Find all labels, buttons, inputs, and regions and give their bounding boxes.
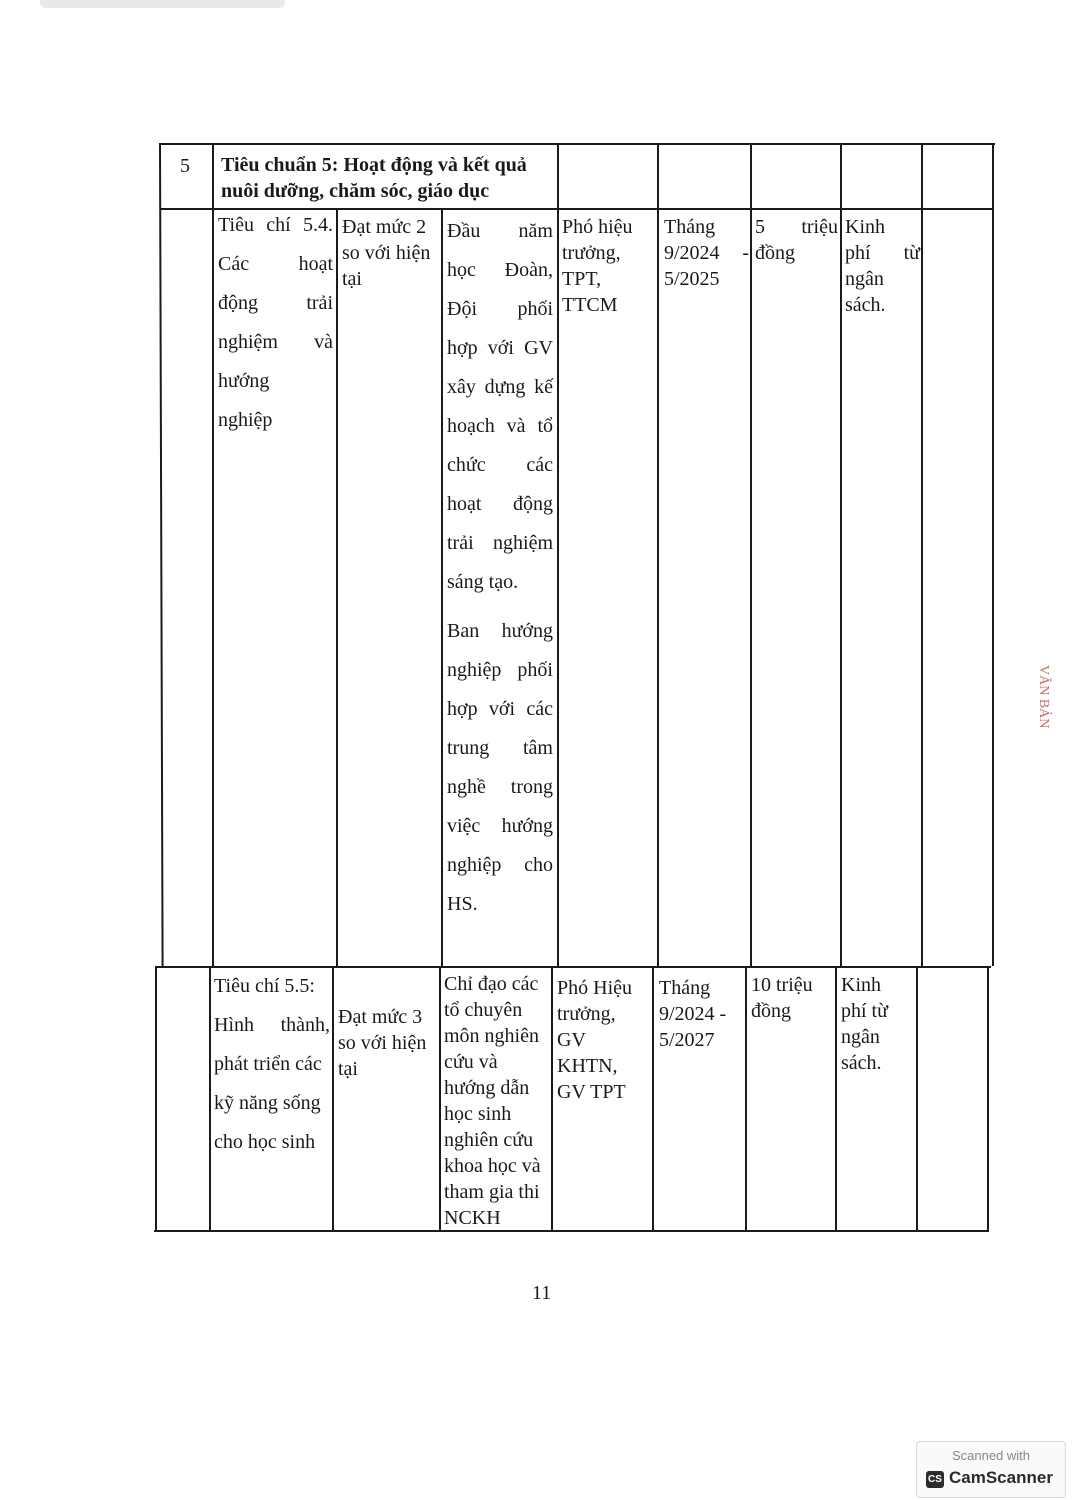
- col-divider-5: [657, 143, 659, 966]
- scanned-with-caption: Scanned with: [951, 1448, 1031, 1463]
- stamp-bleed-mark: VĂN BẢN: [1036, 665, 1051, 729]
- page-number: 11: [532, 1282, 552, 1304]
- budget-line: 5 triệu: [755, 216, 838, 238]
- action-line: khoa học và: [444, 1155, 541, 1177]
- row-5-5-time: [659, 975, 745, 1053]
- responsible-line: trưởng,: [557, 1003, 616, 1025]
- action-line: HS.: [447, 893, 478, 915]
- action-line: hướng dẫn: [444, 1077, 530, 1099]
- col-divider-8: [921, 143, 923, 966]
- source-line: phí từ: [841, 1000, 888, 1022]
- source-line: ngân: [841, 1026, 880, 1048]
- level-line: Đạt mức 3: [338, 1006, 423, 1028]
- action-line: xây dựng kế: [447, 376, 553, 398]
- col-divider-3-lower: [439, 966, 441, 1232]
- camscanner-badge: [916, 1441, 1066, 1498]
- criterion-line: động trải: [218, 292, 333, 314]
- row-5-4-actions: [447, 212, 553, 924]
- time-line: 9/2024 -: [664, 242, 749, 264]
- budget-line: đồng: [755, 242, 795, 264]
- row-5-5-criterion: [214, 967, 330, 1162]
- responsible-line: Phó hiệu: [562, 216, 633, 238]
- responsible-line: TTCM: [562, 294, 618, 316]
- action-line: trải nghiệm: [447, 532, 553, 554]
- source-line: phí từ: [845, 242, 920, 264]
- col-divider-8-lower: [916, 966, 918, 1232]
- responsible-line: GV: [557, 1029, 586, 1051]
- row-5-4-source: [845, 214, 920, 318]
- section-title-line: nuôi dưỡng, chăm sóc, giáo dục: [221, 180, 490, 202]
- action-line: hoạt động: [447, 493, 553, 515]
- action-line: hợp với GV: [447, 337, 553, 359]
- level-line: tại: [342, 268, 362, 290]
- action-line: chức các: [447, 454, 553, 476]
- camscanner-name: CamScanner: [949, 1468, 1053, 1487]
- col-divider-4-lower: [551, 966, 553, 1232]
- level-line: so với hiện: [338, 1032, 427, 1054]
- source-line: Kinh: [841, 974, 881, 996]
- action-line: Ban hướng: [447, 620, 553, 642]
- col-divider-7: [840, 143, 842, 966]
- criterion-line: nghiệp: [218, 409, 273, 431]
- level-line: tại: [338, 1058, 358, 1080]
- time-line: Tháng: [664, 216, 716, 238]
- action-line: học Đoàn,: [447, 259, 553, 281]
- criterion-line: Các hoạt: [218, 253, 333, 275]
- responsible-line: Phó Hiệu: [557, 977, 632, 999]
- action-line: Đầu năm: [447, 220, 553, 242]
- col-divider-6-lower: [745, 966, 747, 1232]
- time-line: Tháng: [659, 977, 711, 999]
- action-line: Chỉ đạo các: [444, 973, 539, 995]
- action-line: sáng tạo.: [447, 571, 519, 593]
- criterion-line: Tiêu chí 5.4.: [218, 214, 333, 236]
- col-divider-2: [336, 208, 338, 966]
- budget-line: đồng: [751, 1000, 791, 1022]
- table-border-left-lower: [155, 966, 157, 1232]
- col-divider-7-lower: [835, 966, 837, 1232]
- row-5-5-source: [841, 972, 915, 1076]
- level-line: so với hiện: [342, 242, 431, 264]
- criterion-line: Tiêu chí 5.5:: [214, 975, 315, 997]
- col-divider-2-lower: [332, 966, 334, 1232]
- col-divider-1-lower: [209, 966, 211, 1232]
- camscanner-logo-icon: CS: [926, 1471, 944, 1488]
- action-line: nghiệp phối: [447, 659, 553, 681]
- source-line: sách.: [845, 294, 886, 316]
- criterion-line: Hình thành,: [214, 1014, 330, 1036]
- row-5-4-time: [664, 214, 749, 292]
- action-line: hoạch và tổ: [447, 415, 553, 437]
- table-border-top: [161, 143, 995, 145]
- time-line: 5/2027: [659, 1029, 715, 1051]
- criterion-line: nghiệm và: [218, 331, 333, 353]
- row-5-5-budget: [751, 972, 835, 1024]
- col-divider-1: [212, 143, 214, 966]
- responsible-line: GV TPT: [557, 1081, 626, 1103]
- level-line: Đạt mức 2: [342, 216, 427, 238]
- action-line: trung tâm: [447, 737, 553, 759]
- section-title-line: Tiêu chuẩn 5: Hoạt động và kết quả: [221, 154, 527, 176]
- action-line: học sinh: [444, 1103, 512, 1125]
- section-title: [221, 152, 555, 204]
- action-line: tổ chuyên: [444, 999, 523, 1021]
- section-number: 5: [180, 155, 190, 177]
- action-line: nghiệp cho: [447, 854, 553, 876]
- action-line: việc hướng: [447, 815, 553, 837]
- action-line: Đội phối: [447, 298, 553, 320]
- criterion-line: cho học sinh: [214, 1131, 316, 1153]
- row-5-4-responsible: [562, 214, 656, 318]
- budget-line: 10 triệu: [751, 974, 813, 996]
- table-border-right: [992, 143, 994, 966]
- action-line: nghề trong: [447, 776, 553, 798]
- row-5-4-budget: [755, 214, 838, 266]
- source-line: sách.: [841, 1052, 882, 1074]
- responsible-line: trưởng,: [562, 242, 621, 264]
- col-divider-6: [750, 143, 752, 966]
- row-5-5-level: [338, 1004, 438, 1082]
- table-border-right-lower: [987, 966, 989, 1232]
- responsible-line: TPT,: [562, 268, 602, 290]
- criterion-line: kỹ năng sống: [214, 1092, 321, 1114]
- source-line: ngân: [845, 268, 884, 290]
- col-divider-3: [441, 208, 443, 966]
- row-5-4-criterion: [218, 206, 333, 440]
- action-line: nghiên cứu: [444, 1129, 534, 1151]
- criterion-line: hướng: [218, 370, 270, 392]
- col-divider-5-lower: [652, 966, 654, 1232]
- table-border-left: [159, 143, 164, 966]
- time-line: 9/2024 -: [659, 1003, 727, 1025]
- table-border-bottom: [154, 1230, 989, 1232]
- row-5-5-responsible: [557, 975, 651, 1105]
- row-5-4-level: [342, 214, 440, 292]
- row-5-5-actions: [444, 971, 550, 1231]
- time-line: 5/2025: [664, 268, 720, 290]
- action-line: tham gia thi: [444, 1181, 540, 1203]
- source-line: Kinh: [845, 216, 885, 238]
- action-line: môn nghiên: [444, 1025, 539, 1047]
- action-line: hợp với các: [447, 698, 553, 720]
- action-line: NCKH: [444, 1207, 501, 1229]
- criterion-line: phát triển các: [214, 1053, 322, 1075]
- action-line: cứu và: [444, 1051, 498, 1073]
- col-divider-4: [557, 143, 559, 966]
- responsible-line: KHTN,: [557, 1055, 618, 1077]
